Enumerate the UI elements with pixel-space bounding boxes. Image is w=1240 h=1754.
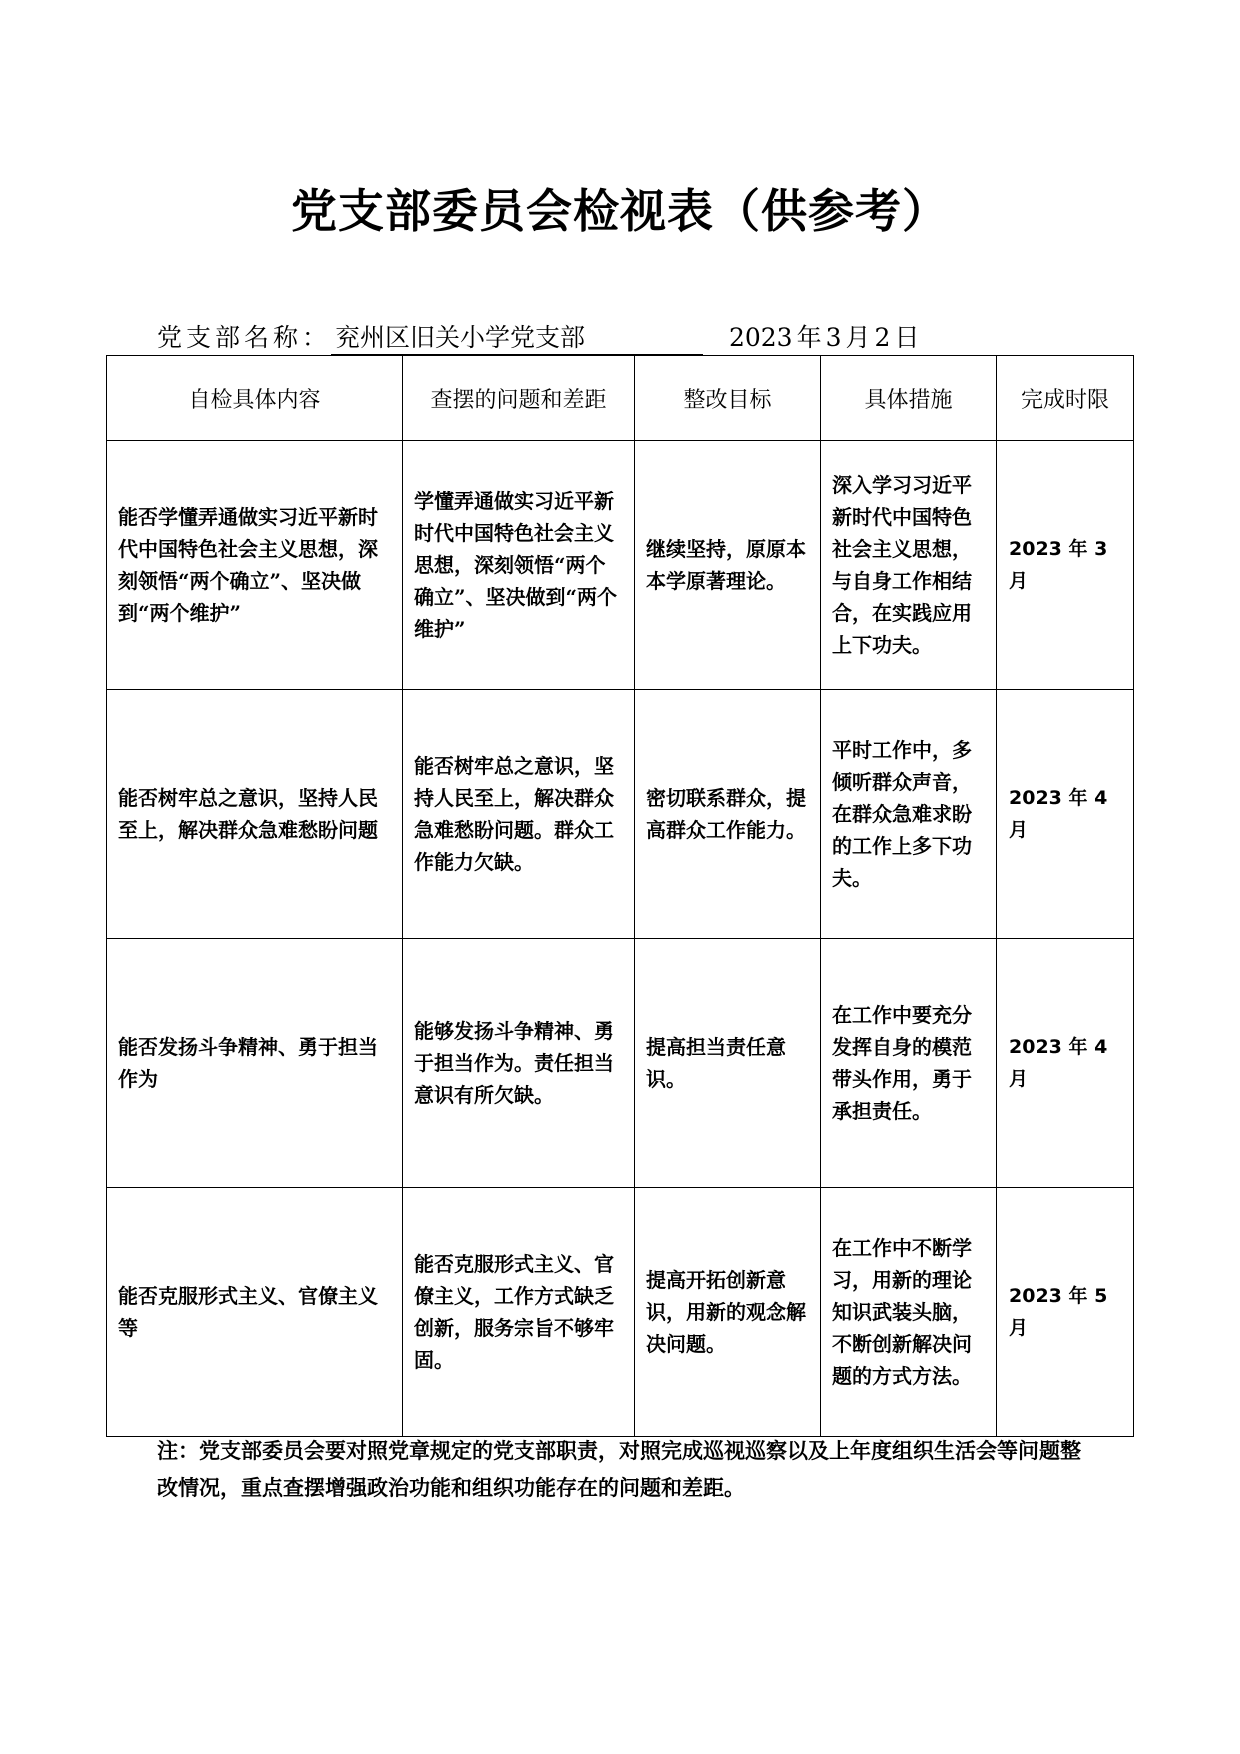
cell-content: 能否树牢总之意识，坚持人民至上，解决群众急难愁盼问题 — [107, 690, 403, 939]
cell-content: 能否克服形式主义、官僚主义等 — [107, 1188, 403, 1437]
cell-problem: 能否克服形式主义、官僚主义，工作方式缺乏创新，服务宗旨不够牢固。 — [403, 1188, 635, 1437]
branch-name-label: 党支部名称： — [157, 323, 332, 352]
table-row — [107, 690, 1134, 939]
table-row — [107, 1188, 1134, 1437]
table-row — [107, 939, 1134, 1188]
cell-deadline: 2023 年 5 月 — [997, 1188, 1134, 1437]
cell-goal: 密切联系群众，提高群众工作能力。 — [635, 690, 821, 939]
cell-measure: 深入学习习近平新时代中国特色社会主义思想，与自身工作相结合，在实践应用上下功夫。 — [821, 441, 997, 690]
date-year: 2023 — [728, 323, 793, 352]
header-self-check-content: 自检具体内容 — [107, 356, 403, 441]
table-row — [107, 441, 1134, 690]
cell-goal: 继续坚持，原原本本学原著理论。 — [635, 441, 821, 690]
header-rectification-goal: 整改目标 — [635, 356, 821, 441]
branch-name-field: 兖州区旧关小学党支部 — [331, 318, 703, 355]
cell-problem: 学懂弄通做实习近平新时代中国特色社会主义思想，深刻领悟“两个确立”、坚决做到“两个维护” — [403, 441, 635, 690]
table-header-row — [107, 356, 1134, 441]
cell-goal: 提高担当责任意识。 — [635, 939, 821, 1188]
page-title: 党支部委员会检视表（供参考） — [291, 184, 949, 238]
cell-deadline: 2023 年 4 月 — [997, 690, 1134, 939]
cell-goal: 提高开拓创新意识，用新的观念解决问题。 — [635, 1188, 821, 1437]
header-specific-measures: 具体措施 — [821, 356, 997, 441]
header-deadline: 完成时限 — [997, 356, 1134, 441]
date-month: 3 — [825, 323, 842, 352]
date-day: 2 — [874, 323, 891, 352]
cell-deadline: 2023 年 3 月 — [997, 441, 1134, 690]
date-day-unit: 日 — [894, 323, 920, 352]
cell-deadline: 2023 年 4 月 — [997, 939, 1134, 1188]
header-problems-gaps: 查摆的问题和差距 — [403, 356, 635, 441]
cell-content: 能否学懂弄通做实习近平新时代中国特色社会主义思想，深刻领悟“两个确立”、坚决做到“两个维护” — [107, 441, 403, 690]
cell-content: 能否发扬斗争精神、勇于担当作为 — [107, 939, 403, 1188]
date-year-unit: 年 — [796, 323, 822, 352]
branch-info-line — [157, 318, 921, 352]
self-inspection-table — [106, 355, 1134, 1437]
form-date — [727, 323, 921, 352]
cell-problem: 能够发扬斗争精神、勇于担当作为。责任担当意识有所欠缺。 — [403, 939, 635, 1188]
footnote: 注：党支部委员会要对照党章规定的党支部职责，对照完成巡视巡察以及上年度组织生活会等问题整改情况，重点查摆增强政治功能和组织功能存在的问题和差距。 — [157, 1438, 1081, 1500]
cell-measure: 平时工作中，多倾听群众声音，在群众急难求盼的工作上多下功夫。 — [821, 690, 997, 939]
cell-problem: 能否树牢总之意识，坚持人民至上，解决群众急难愁盼问题。群众工作能力欠缺。 — [403, 690, 635, 939]
cell-measure: 在工作中要充分发挥自身的模范带头作用，勇于承担责任。 — [821, 939, 997, 1188]
cell-measure: 在工作中不断学习，用新的理论知识武装头脑，不断创新解决问题的方式方法。 — [821, 1188, 997, 1437]
date-month-unit: 月 — [845, 323, 871, 352]
